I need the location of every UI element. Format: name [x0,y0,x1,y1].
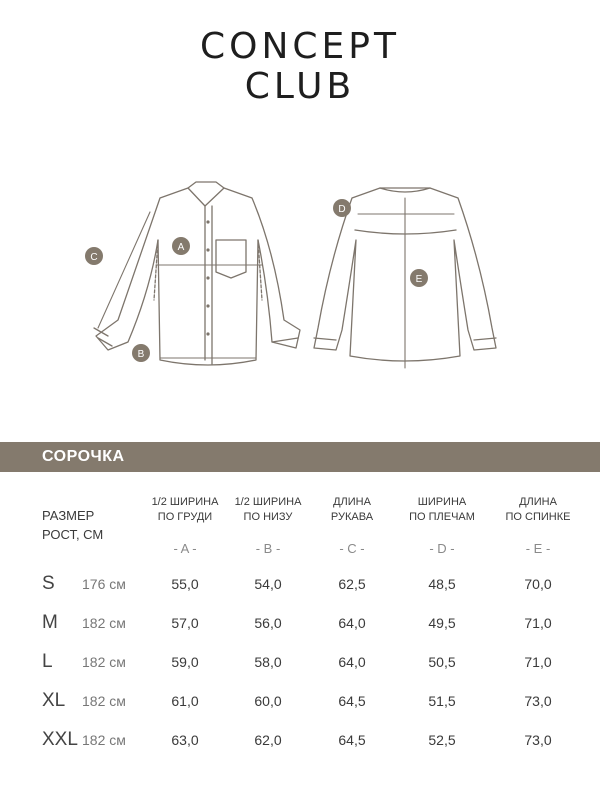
marker-e-label: E [415,274,423,285]
marker-a-label: A [177,242,185,253]
column-header-c [302,495,402,525]
table-row [0,573,600,599]
column-header-a-line1: 1/2 ШИРИНА [151,496,219,508]
front-buttons [206,220,209,335]
brand-logo-line1: CONCEPT [200,26,400,67]
value-e: 71,0 [524,615,552,631]
column-letter-d: - D - [429,541,455,556]
marker-e [410,269,428,287]
size-code: M [42,612,58,633]
marker-d [333,199,351,217]
marker-a [172,237,190,255]
marker-d-label: D [338,204,346,215]
shirt-measurement-diagram [0,170,600,390]
column-letter-b: - B - [255,541,281,556]
column-header-a-line2: ПО ГРУДИ [157,511,213,523]
value-c: 62,5 [338,576,366,592]
value-a: 59,0 [171,654,199,670]
value-b: 60,0 [254,693,282,709]
marker-c [85,247,103,265]
height-value: 182 см [82,654,126,670]
column-letter-c: - C - [339,541,365,556]
height-value: 182 см [82,732,126,748]
column-header-b-line1: 1/2 ШИРИНА [234,496,302,508]
table-row [0,690,600,716]
value-e: 71,0 [524,654,552,670]
value-c: 64,5 [338,693,366,709]
height-value: 176 см [82,576,126,592]
value-d: 52,5 [428,732,456,748]
value-e: 70,0 [524,576,552,592]
product-title: СОРОЧКА [42,448,125,465]
value-b: 58,0 [254,654,282,670]
value-c: 64,0 [338,615,366,631]
table-row [0,612,600,638]
column-header-d-line1: ШИРИНА [417,496,467,508]
marker-b [132,344,150,362]
value-d: 49,5 [428,615,456,631]
height-value: 182 см [82,693,126,709]
height-value: 182 см [82,615,126,631]
value-a: 57,0 [171,615,199,631]
value-b: 62,0 [254,732,282,748]
value-a: 61,0 [171,693,199,709]
table-row [0,729,600,755]
value-d: 50,5 [428,654,456,670]
size-code: XL [42,690,66,711]
column-header-e-line1: ДЛИНА [519,496,557,508]
marker-b-label: B [137,349,145,360]
column-letter-a: - A - [173,541,197,556]
size-code: L [42,651,53,672]
value-d: 48,5 [428,576,456,592]
table-row [0,651,600,677]
column-header-b-line2: ПО НИЗУ [243,511,293,523]
value-c: 64,5 [338,732,366,748]
size-code: S [42,573,55,594]
brand-logo-line2: CLUB [244,66,356,107]
column-letter-e: - E - [525,541,551,556]
size-code: XXL [42,729,78,750]
value-e: 73,0 [524,732,552,748]
column-header-c-line2: РУКАВА [330,511,374,523]
value-a: 63,0 [171,732,199,748]
column-header-d [392,495,492,525]
value-b: 56,0 [254,615,282,631]
product-title-band [0,442,600,472]
value-e: 73,0 [524,693,552,709]
value-c: 64,0 [338,654,366,670]
column-header-d-line2: ПО ПЛЕЧАМ [409,511,475,523]
size-header-line1: РАЗМЕР [42,508,95,523]
size-header [42,506,103,544]
column-header-e-line2: ПО СПИНКЕ [505,511,571,523]
column-header-e [488,495,588,525]
column-header-c-line1: ДЛИНА [333,496,371,508]
value-d: 51,5 [428,693,456,709]
size-header-line2: РОСТ, СМ [42,527,104,542]
value-b: 54,0 [254,576,282,592]
shirt-front-drawing [94,182,300,365]
value-a: 55,0 [171,576,199,592]
marker-c-label: C [90,252,98,263]
